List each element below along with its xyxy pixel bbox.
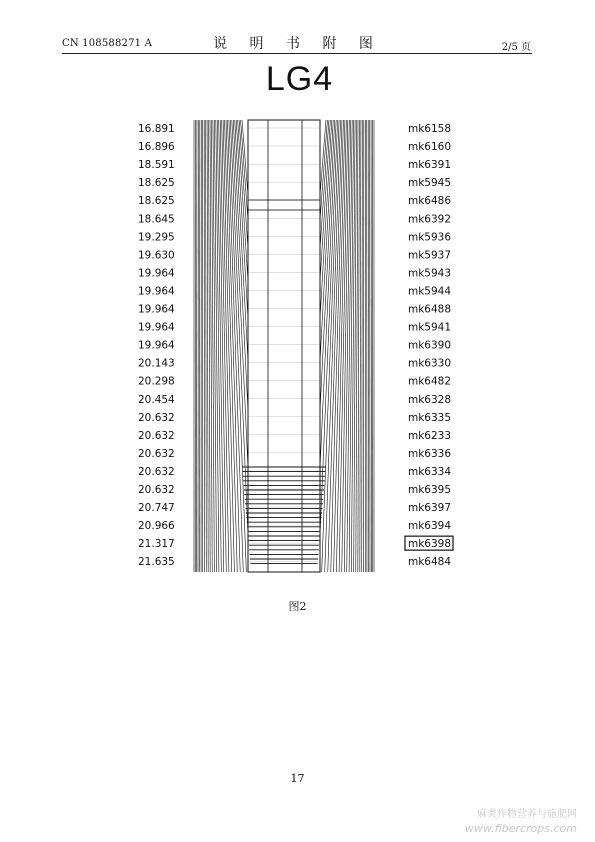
- marker-label: mk5944: [408, 285, 452, 298]
- right-connector-line: [360, 120, 361, 572]
- figure-caption: 图2: [288, 600, 307, 613]
- marker-label: mk6395: [408, 484, 452, 496]
- position-label: 19.964: [138, 303, 175, 316]
- right-connector-line: [358, 120, 360, 572]
- watermark: [465, 808, 577, 836]
- position-label: 20.632: [138, 411, 175, 424]
- marker-label: mk6486: [408, 195, 452, 208]
- marker-label: mk5945: [408, 177, 452, 190]
- position-label: 20.143: [138, 357, 175, 370]
- position-label: 20.454: [138, 393, 175, 406]
- marker-label: mk5941: [408, 321, 452, 334]
- position-label: 19.630: [138, 249, 175, 262]
- marker-label: mk6392: [408, 213, 452, 226]
- position-label: 16.891: [138, 123, 175, 135]
- position-label: 20.298: [138, 375, 175, 388]
- marker-label: mk6394: [408, 520, 452, 533]
- position-label: 20.632: [138, 429, 175, 442]
- position-label: 20.632: [138, 447, 175, 460]
- position-label: 20.632: [138, 484, 175, 496]
- page-number: 17: [290, 772, 305, 785]
- marker-label: mk6398: [408, 538, 452, 551]
- position-label: 20.747: [138, 502, 175, 515]
- position-label: 20.632: [138, 465, 175, 478]
- position-label: 21.317: [138, 538, 175, 551]
- header-divider: [62, 53, 532, 54]
- left-connector-line: [207, 120, 208, 572]
- marker-label: mk6233: [408, 429, 452, 442]
- left-connector-line: [206, 120, 207, 572]
- marker-label: mk5937: [408, 249, 452, 262]
- marker-label: mk6390: [408, 339, 452, 352]
- linkage-group-title: LG4: [265, 60, 334, 98]
- position-label: 18.645: [138, 213, 175, 226]
- right-connector-line: [362, 120, 363, 572]
- position-label: 19.964: [138, 267, 175, 280]
- page-indicator: 2/5 页: [501, 42, 531, 53]
- position-label: 20.966: [138, 520, 175, 533]
- marker-label: mk6158: [408, 123, 452, 135]
- section-title: 说 明 书 附 图: [213, 36, 382, 52]
- marker-label: mk6160: [408, 141, 452, 154]
- position-label: 21.635: [138, 556, 175, 569]
- watermark-text: 麻类作物营养与施肥网: [477, 809, 577, 820]
- marker-label: mk6397: [408, 502, 452, 515]
- position-label: 18.625: [138, 177, 175, 190]
- marker-label: mk6330: [408, 357, 452, 370]
- left-connector-line: [209, 120, 211, 572]
- watermark-url: www.fibercrops.com: [464, 822, 577, 835]
- marker-label: mk6336: [408, 447, 452, 460]
- marker-label: mk6482: [408, 375, 452, 388]
- patent-number: CN 108588271 A: [62, 38, 153, 49]
- marker-label: mk6484: [408, 556, 452, 569]
- position-label: 19.964: [138, 339, 175, 352]
- marker-label: mk6334: [408, 465, 452, 478]
- position-label: 18.625: [138, 195, 175, 208]
- position-label: 19.964: [138, 321, 175, 334]
- linkage-map-figure: [130, 115, 475, 580]
- marker-label: mk6335: [408, 411, 452, 424]
- position-label: 18.591: [138, 159, 175, 172]
- position-label: 16.896: [138, 141, 175, 154]
- marker-label: mk6488: [408, 303, 452, 316]
- marker-label: mk5943: [408, 267, 452, 280]
- marker-label: mk5936: [408, 231, 452, 244]
- position-label: 19.964: [138, 285, 175, 298]
- position-label: 19.295: [138, 231, 175, 244]
- marker-label: mk6391: [408, 159, 452, 172]
- marker-label: mk6328: [408, 393, 452, 406]
